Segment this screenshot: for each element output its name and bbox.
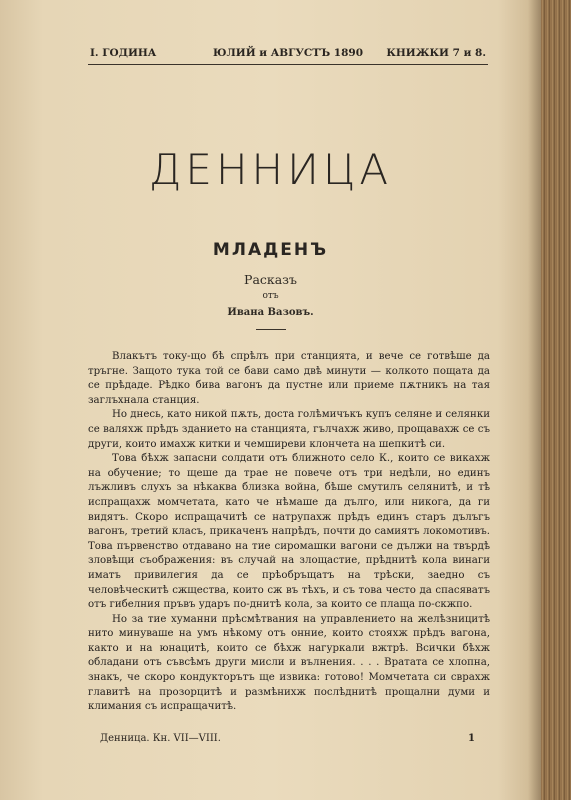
page-footer — [100, 733, 475, 749]
paragraph: Влакътъ току-що бѣ спрѣлъ при станцията, и вече се готвѣше да тръгне. Защото тука той се бави само двѣ минути — колкото пощата да се прѣдаде. Рѣдко бива вагонъ да пустне или приеме пѫтникъ на тая заглъхнала станция. — [88, 351, 490, 406]
story-body — [88, 350, 490, 732]
story-subtitle: Расказъ — [244, 272, 297, 287]
book-edge — [541, 0, 571, 800]
paragraph: Но днесь, като никой пѫть, доста голѣмичъкъ купъ селяне и селянки се валяхж прѣдъ зданието на станцията, гълчахж живо, прощавахж се съ други, които имахж китки и чемширеви клончета на шепкитѣ си. — [88, 409, 490, 450]
story-by-label: отъ — [262, 291, 279, 301]
paragraph: Това бѣхж запасни солдати отъ ближното село К., които се викахж на обучение; то щеше да трае не повече отъ три недѣли, но единъ лъжливъ слухъ за нѣкаква близка война, бѣше смутилъ селянитѣ, и тѣ испращахж момчетата, като че нѣмаше да дълго, или никога, да ги видятъ. Скоро испращачитѣ се натрупахж прѣдъ единъ старъ дълъгъ вагонъ, третий класъ, прикаченъ напрѣдъ, почти до самиятъ локомотивъ. Това първенство отдавано на тие сиромашки вагони се дължи на твърдѣ зловѣщи съображения: въ случай на злощастие, прѣднитѣ кола винаги иматъ привилегия да се прѣобръщатъ на трѣски, заедно съ человѣческитѣ сжщества, които сж въ тѣхъ, и съ това често да спасяватъ отъ гибелния пръвъ ударъ по-днитѣ кола, за които се плаща по-скжпо. — [88, 453, 490, 611]
gutter-shadow — [528, 0, 542, 800]
header-year: I. ГОДИНА — [90, 47, 157, 59]
header-issue: КНИЖКИ 7 и 8. — [386, 47, 486, 59]
footer-signature: Денница. Кн. VII—VIII. — [100, 733, 221, 744]
title-divider — [256, 329, 286, 330]
journal-masthead: ДЕННИЦА — [148, 145, 393, 194]
header-date: ЮЛИЙ и АВГУСТЪ 1890 — [212, 47, 364, 59]
running-header — [88, 44, 488, 65]
story-author: Ивана Вазовъ. — [227, 307, 314, 318]
page-number: 1 — [468, 733, 475, 744]
paragraph: Но за тие хуманни прѣсмѣтвания на управлението на желѣзницитѣ нито минуваше на умъ нѣкому отъ онние, които стояхж прѣдъ вагона, както и на юнацитѣ, които се бѣхж нагуркали вжтрѣ. Всички бѣхж обладани отъ съвсѣмъ други мисли и вълнения. . . . Вратата се хлопна, знакъ, че скоро кондукторътъ ще извика: готово! Момчетата си сврахж главитѣ на прозорцитѣ и размѣнихж послѣднитѣ прощални думи и климания съ испращачитѣ. — [88, 613, 490, 713]
story-title: МЛАДЕНЪ — [212, 240, 329, 260]
